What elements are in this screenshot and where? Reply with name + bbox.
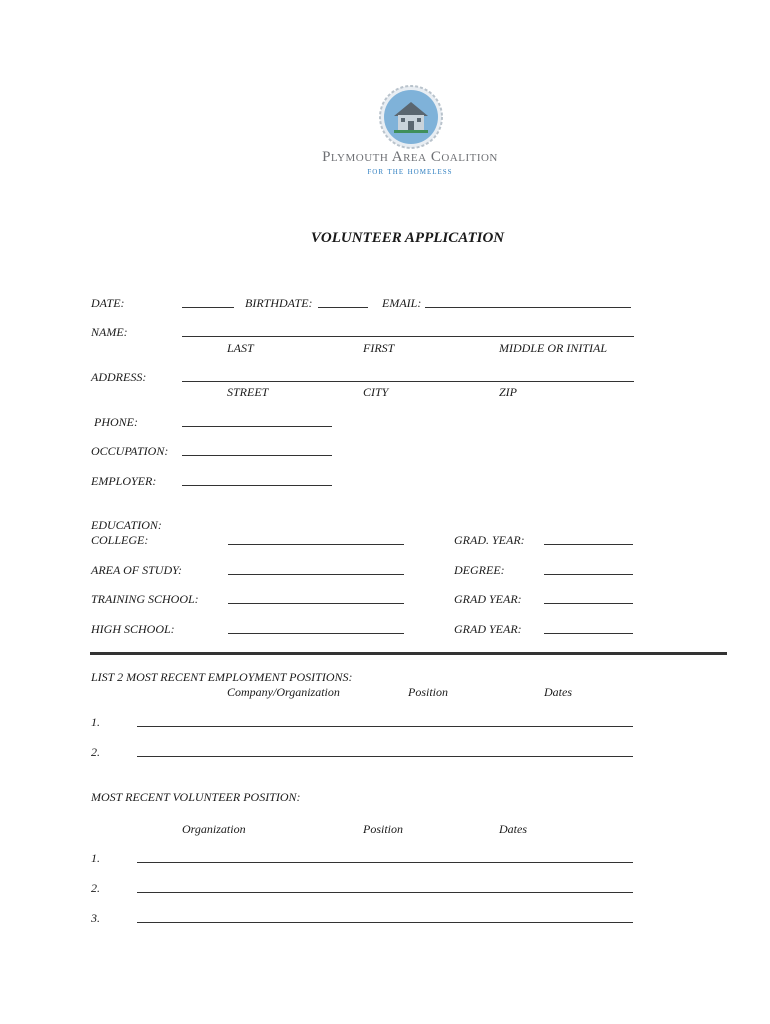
employment-heading: LIST 2 MOST RECENT EMPLOYMENT POSITIONS: bbox=[91, 670, 353, 684]
birthdate-label: BIRTHDATE: bbox=[245, 296, 313, 310]
education-heading: EDUCATION: bbox=[91, 518, 162, 532]
employment-col-dates: Dates bbox=[544, 685, 572, 699]
address-sub-city: CITY bbox=[363, 385, 389, 399]
address-field[interactable] bbox=[182, 381, 634, 382]
high-school-field[interactable] bbox=[228, 633, 404, 634]
name-sub-last: LAST bbox=[227, 341, 254, 355]
employer-field[interactable] bbox=[182, 485, 332, 486]
birthdate-field[interactable] bbox=[318, 307, 368, 308]
phone-label: PHONE: bbox=[94, 415, 138, 429]
address-sub-street: STREET bbox=[227, 385, 269, 399]
page-title: VOLUNTEER APPLICATION bbox=[310, 230, 505, 246]
grad-year-label-3: GRAD YEAR: bbox=[454, 622, 522, 636]
name-sub-first: FIRST bbox=[363, 341, 395, 355]
employer-label: EMPLOYER: bbox=[91, 474, 157, 488]
grad-year-label-1: GRAD. YEAR: bbox=[454, 533, 525, 547]
volunteer-heading: MOST RECENT VOLUNTEER POSITION: bbox=[91, 790, 301, 804]
training-school-label: TRAINING SCHOOL: bbox=[91, 592, 199, 606]
house-logo-icon bbox=[378, 84, 444, 150]
volunteer-row-2-field[interactable] bbox=[137, 892, 633, 893]
name-sub-middle: MIDDLE OR INITIAL bbox=[499, 341, 607, 355]
high-school-label: HIGH SCHOOL: bbox=[91, 622, 175, 636]
college-label: COLLEGE: bbox=[91, 533, 149, 547]
date-label: DATE: bbox=[91, 296, 125, 310]
name-field[interactable] bbox=[182, 336, 634, 337]
employment-col-company: Company/Organization bbox=[227, 685, 340, 699]
org-name: Plymouth Area Coalition bbox=[322, 149, 498, 165]
volunteer-row-1-field[interactable] bbox=[137, 862, 633, 863]
college-field[interactable] bbox=[228, 544, 404, 545]
area-of-study-field[interactable] bbox=[228, 574, 404, 575]
volunteer-row-number: 2. bbox=[91, 881, 100, 895]
employment-row-number: 1. bbox=[91, 715, 100, 729]
college-grad-year-field[interactable] bbox=[544, 544, 633, 545]
section-divider bbox=[90, 652, 727, 655]
address-label: ADDRESS: bbox=[91, 370, 147, 384]
employment-row-2-field[interactable] bbox=[137, 756, 633, 757]
org-subtitle: for the homeless bbox=[367, 166, 453, 177]
area-of-study-label: AREA OF STUDY: bbox=[91, 563, 182, 577]
date-field[interactable] bbox=[182, 307, 234, 308]
volunteer-col-position: Position bbox=[363, 822, 404, 836]
employment-row-number: 2. bbox=[91, 745, 100, 759]
occupation-field[interactable] bbox=[182, 455, 332, 456]
email-field[interactable] bbox=[425, 307, 631, 308]
grad-year-label-2: GRAD YEAR: bbox=[454, 592, 522, 606]
employment-row-1-field[interactable] bbox=[137, 726, 633, 727]
address-sub-zip: ZIP bbox=[499, 385, 517, 399]
volunteer-col-organization: Organization bbox=[182, 822, 246, 836]
training-school-field[interactable] bbox=[228, 603, 404, 604]
name-label: NAME: bbox=[91, 325, 128, 339]
training-grad-year-field[interactable] bbox=[544, 603, 633, 604]
phone-field[interactable] bbox=[182, 426, 332, 427]
volunteer-row-number: 1. bbox=[91, 851, 100, 865]
high-school-grad-year-field[interactable] bbox=[544, 633, 633, 634]
volunteer-row-3-field[interactable] bbox=[137, 922, 633, 923]
volunteer-col-dates: Dates bbox=[499, 822, 527, 836]
occupation-label: OCCUPATION: bbox=[91, 444, 169, 458]
degree-label: DEGREE: bbox=[454, 563, 505, 577]
employment-col-position: Position bbox=[408, 685, 449, 699]
degree-field[interactable] bbox=[544, 574, 633, 575]
email-label: EMAIL: bbox=[382, 296, 422, 310]
volunteer-row-number: 3. bbox=[91, 911, 100, 925]
